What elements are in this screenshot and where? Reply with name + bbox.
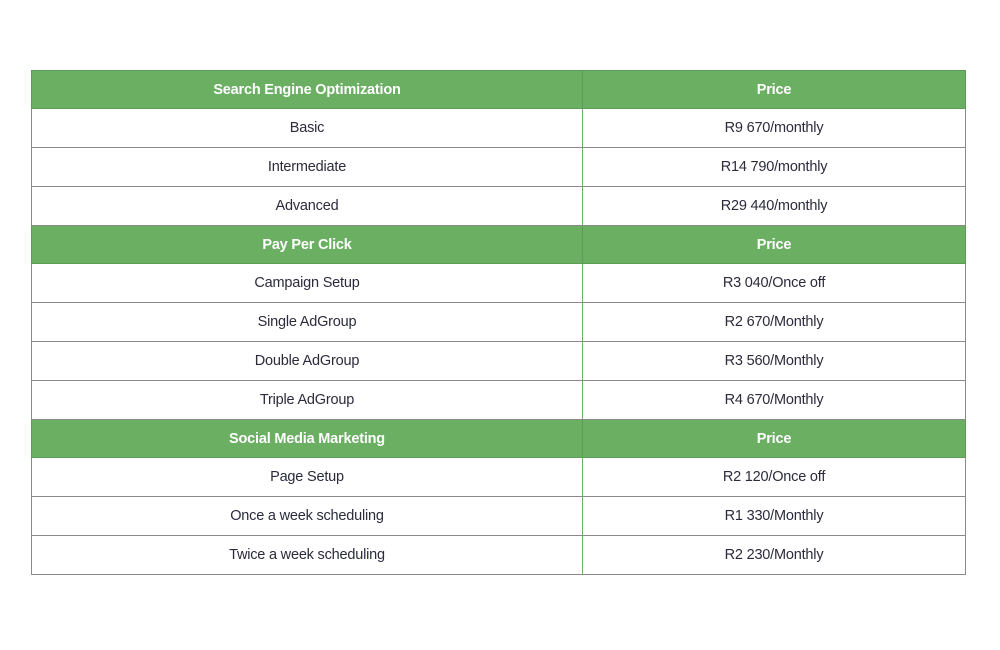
price-column-header: Price	[583, 71, 966, 109]
price-column-header: Price	[583, 420, 966, 458]
service-name: Basic	[32, 109, 583, 148]
service-price: R14 790/monthly	[583, 148, 966, 187]
service-name: Single AdGroup	[32, 303, 583, 342]
service-name: Campaign Setup	[32, 264, 583, 303]
table-row	[32, 264, 966, 303]
service-price: R2 670/Monthly	[583, 303, 966, 342]
service-price: R3 040/Once off	[583, 264, 966, 303]
service-name: Twice a week scheduling	[32, 536, 583, 575]
service-name: Page Setup	[32, 458, 583, 497]
table-row	[32, 342, 966, 381]
service-price: R3 560/Monthly	[583, 342, 966, 381]
service-price: R1 330/Monthly	[583, 497, 966, 536]
section-header-smm	[32, 420, 966, 458]
service-name: Intermediate	[32, 148, 583, 187]
pricing-table	[31, 70, 966, 575]
service-price: R29 440/monthly	[583, 187, 966, 226]
table-row	[32, 109, 966, 148]
service-price: R2 230/Monthly	[583, 536, 966, 575]
table-row	[32, 458, 966, 497]
service-price: R4 670/Monthly	[583, 381, 966, 420]
table-row	[32, 187, 966, 226]
price-column-header: Price	[583, 226, 966, 264]
table-row	[32, 148, 966, 187]
service-name: Double AdGroup	[32, 342, 583, 381]
service-price: R9 670/monthly	[583, 109, 966, 148]
service-price: R2 120/Once off	[583, 458, 966, 497]
service-name: Once a week scheduling	[32, 497, 583, 536]
table-row	[32, 536, 966, 575]
section-title: Search Engine Optimization	[32, 71, 583, 109]
section-title: Social Media Marketing	[32, 420, 583, 458]
section-header-seo	[32, 71, 966, 109]
table-row	[32, 303, 966, 342]
section-title: Pay Per Click	[32, 226, 583, 264]
table-row	[32, 381, 966, 420]
table-row	[32, 497, 966, 536]
service-name: Advanced	[32, 187, 583, 226]
section-header-ppc	[32, 226, 966, 264]
service-name: Triple AdGroup	[32, 381, 583, 420]
